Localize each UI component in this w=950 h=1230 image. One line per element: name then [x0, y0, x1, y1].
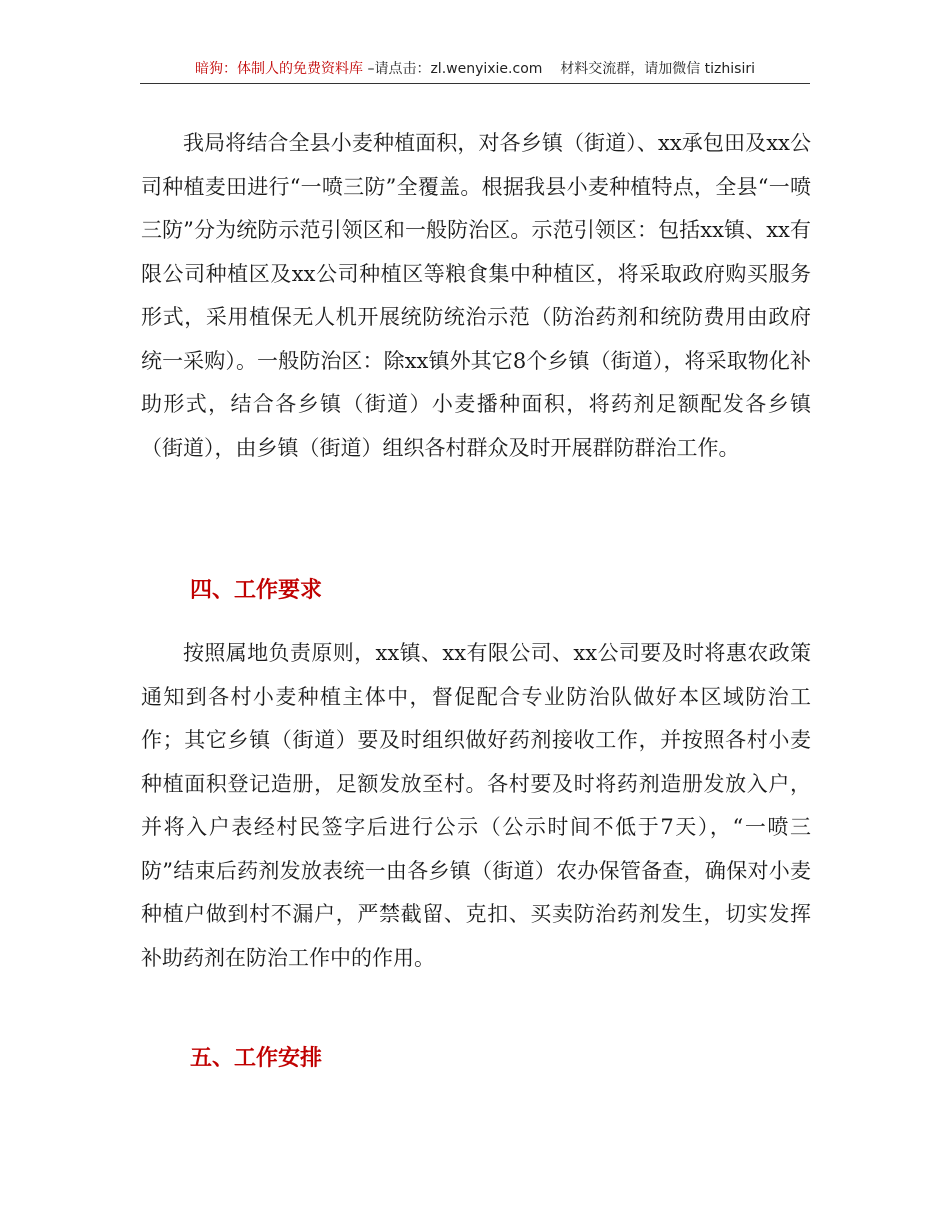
- header-url-link[interactable]: zl.wenyixie.com: [430, 61, 543, 77]
- paragraph-prevention-zones: 我局将结合全县小麦种植面积，对各乡镇（街道）、xx承包田及xx公司种植麦田进行“一喷三防”全覆盖。根据我县小麦种植特点，全县“一喷三防”分为统防示范引领区和一般防治区。示范引领区：包括xx镇、xx有限公司种植区及xx公司种植区等粮食集中种植区，将采取政府购买服务形式，采用植保无人机开展统防统治示范（防治药剂和统防费用由政府统一采购）。一般防治区：除xx镇外其它8个乡镇（街道），将采取物化补助形式，结合各乡镇（街道）小麦播种面积，将药剂足额配发各乡镇（街道），由乡镇（街道）组织各村群众及时开展群防群治工作。: [141, 131, 811, 460]
- section-heading-work-arrangements: 五、工作安排: [190, 1046, 323, 1071]
- header-contact-note: 材料交流群，请加微信 tizhisiri: [560, 61, 755, 77]
- paragraph-work-requirements: 按照属地负责原则，xx镇、xx有限公司、xx公司要及时将惠农政策通知到各村小麦种植主体中，督促配合专业防治队做好本区域防治工作；其它乡镇（街道）要及时组织做好药剂接收工作，并按照各村小麦种植面积登记造册，足额发放至村。各村要及时将药剂造册发放入户，并将入户表经村民签字后进行公示（公示时间不低于7天），“一喷三防”结束后药剂发放表统一由各乡镇（街道）农办保管备查，确保对小麦种植户做到村不漏户，严禁截留、克扣、买卖防治药剂发生，切实发挥补助药剂在防治工作中的作用。: [141, 641, 811, 970]
- header-brand: 暗狗：体制人的免费资料库: [195, 61, 363, 77]
- header-prompt: –请点击：: [363, 61, 431, 77]
- page-header: [140, 55, 810, 83]
- section-heading-work-requirements: 四、工作要求: [190, 578, 323, 603]
- header-divider: [140, 83, 810, 84]
